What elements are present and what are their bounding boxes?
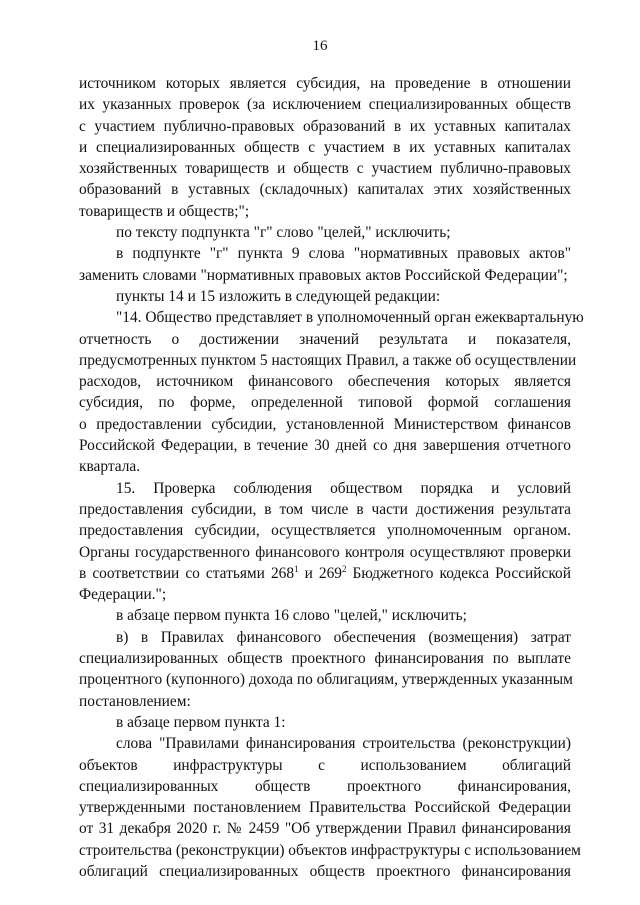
text-fragment: Бюджетного кодекса Российской [346, 564, 571, 582]
text-line: Федерации."; [79, 586, 167, 604]
text-line: Органы государственного финансового контроля осуществляют проверки [79, 543, 571, 561]
text-line: специализированных обществ проектного финансирования, [79, 777, 571, 795]
text-line: в) в Правилах финансового обеспечения (возмещения) затрат [116, 628, 571, 646]
text-fragment: в соответствии со статьями 268 [79, 564, 295, 582]
text-line: Российской Федерации, в течение 30 дней со дня завершения отчетного [79, 437, 571, 455]
text-line: с участием публично-правовых образований в их уставных капиталах [79, 117, 571, 135]
text-line: товариществ и обществ;"; [79, 202, 250, 220]
text-line: в подпункте "г" пункта 9 слова "нормативных правовых актов" [116, 245, 571, 263]
text-line: специализированных обществ проектного финансирования по выплате [79, 650, 571, 668]
text-line: утвержденными постановлением Правительства Российской Федерации [79, 799, 571, 817]
text-line: хозяйственных товариществ и обществ с участием публично-правовых [79, 160, 571, 178]
text-line: 15. Проверка соблюдения обществом порядка и условий [116, 479, 571, 497]
text-line: в абзаце первом пункта 1: [116, 713, 286, 731]
text-line: субсидия, по форме, определенной типовой формой соглашения [79, 394, 571, 412]
text-line: предусмотренных пунктом 5 настоящих Правил, а также об осуществлении [79, 351, 577, 369]
text-line: процентного (купонного) дохода по облигациям, утвержденных указанным [79, 671, 573, 689]
text-line: расходов, источником финансового обеспечения которых является [79, 373, 571, 391]
text-line: источником которых является субсидия, на проведение в отношении [79, 75, 571, 92]
text-line: облигаций специализированных обществ проектного финансирования [79, 862, 571, 880]
text-line-with-superscripts [79, 563, 571, 584]
text-line: по тексту подпункта "г" слово "целей," исключить; [116, 224, 451, 242]
text-line: "14. Общество представляет в уполномоченный орган ежеквартальную [116, 309, 584, 327]
page-number: 16 [312, 38, 328, 54]
text-line: постановлением: [79, 692, 191, 710]
text-line: их указанных проверок (за исключением специализированных обществ [79, 96, 571, 114]
text-line: слова "Правилами финансирования строительства (реконструкции) [116, 735, 571, 753]
text-line: заменить словами "нормативных правовых актов Российской Федерации"; [79, 266, 568, 284]
superscript: 1 [294, 563, 299, 574]
text-line: отчетность о достижении значений результата и показателя, [79, 330, 571, 348]
text-line: образований в уставных (складочных) капиталах этих хозяйственных [79, 181, 571, 199]
text-line: в абзаце первом пункта 16 слово "целей," исключить; [116, 607, 467, 625]
text-line: предоставления субсидии, в том числе в части достижения результата [79, 500, 571, 518]
text-line: объектов инфраструктуры с использованием облигаций [79, 756, 571, 774]
text-line: строительства (реконструкции) объектов инфраструктуры с использованием [79, 841, 581, 859]
text-line: квартала. [79, 458, 141, 476]
superscript: 2 [341, 563, 347, 574]
text-line: пункты 14 и 15 изложить в следующей редакции: [116, 287, 441, 305]
text-line: о предоставлении субсидии, установленной Министерством финансов [79, 415, 571, 433]
text-line: от 31 декабря 2020 г. № 2459 "Об утверждении Правил финансирования [79, 820, 571, 838]
text-line: и специализированных обществ с участием в их уставных капиталах [79, 138, 571, 156]
body-text [79, 73, 584, 882]
text-line: предоставления субсидии, осуществляется уполномоченным органом. [79, 522, 571, 540]
text-fragment: и 269 [298, 564, 342, 582]
